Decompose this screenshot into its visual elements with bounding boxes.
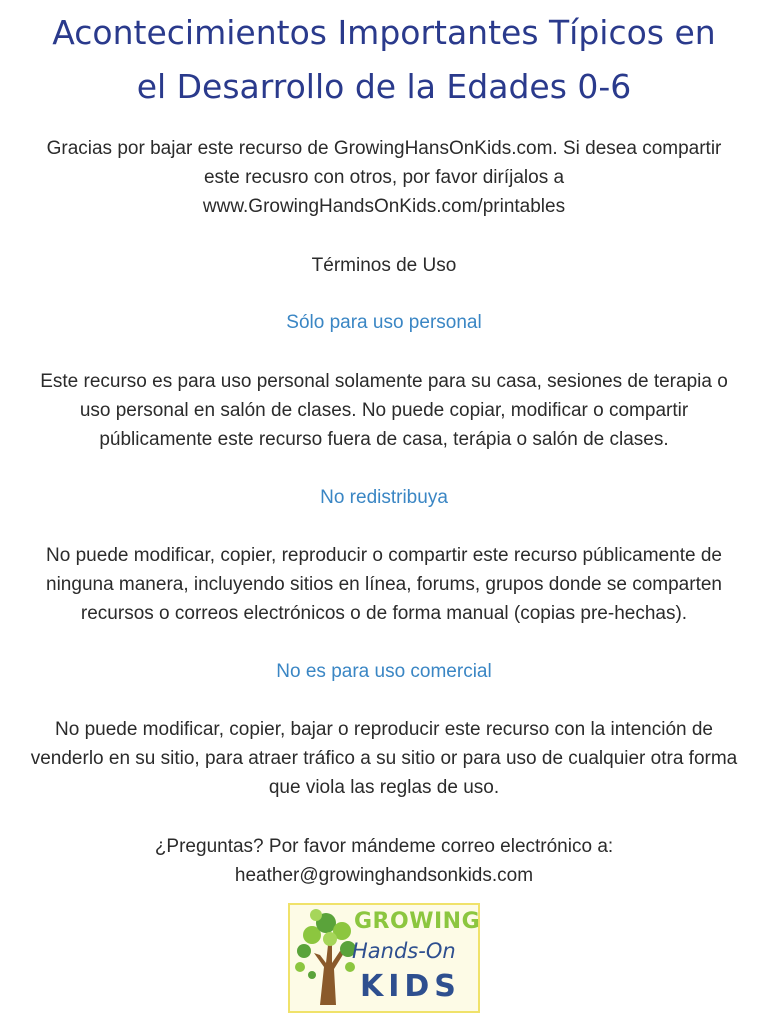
no-commercial-heading: No es para uso comercial xyxy=(276,661,492,682)
intro-line-3: www.GrowingHandsOnKids.com/printables xyxy=(202,196,566,217)
no-redistribute-paragraph xyxy=(0,541,768,628)
intro-line-2: este recusro con otros, por favor diríjalos a xyxy=(203,167,565,188)
redistribute-line-3: recursos o correos electrónicos o de forma manual (copias pre-hechas). xyxy=(80,603,688,624)
logo-word-kids: KIDS xyxy=(360,969,461,1004)
redistribute-line-1: No puede modificar, copier, reproducir o compartir este recurso públicamente de xyxy=(46,545,722,566)
contact-email[interactable]: heather@growinghandsonkids.com xyxy=(234,865,534,886)
personal-line-3: públicamente este recurso fuera de casa, terápia o salón de clases. xyxy=(99,429,669,450)
contact-paragraph xyxy=(0,832,768,890)
terms-heading: Términos de Uso xyxy=(311,255,457,276)
no-redistribute-heading: No redistribuya xyxy=(320,487,448,508)
redistribute-line-2: ninguna manera, incluyendo sitios en línea, forums, grupos donde se comparten xyxy=(46,574,722,595)
personal-line-1: Este recurso es para uso personal solamente para su casa, sesiones de terapia o xyxy=(40,371,728,392)
logo-word-hands-on: Hands-On xyxy=(352,939,456,963)
title-line-2: el Desarrollo de la Edades 0-6 xyxy=(136,67,632,106)
personal-use-heading: Sólo para uso personal xyxy=(286,312,482,333)
no-commercial-paragraph xyxy=(0,715,768,802)
personal-line-2: uso personal en salón de clases. No puede copiar, modificar o compartir xyxy=(79,400,689,421)
commercial-line-2: venderlo en su sitio, para atraer tráfico a su sitio or para uso de cualquier otra forma xyxy=(30,748,738,769)
page-title xyxy=(0,6,768,114)
intro-line-1: Gracias por bajar este recurso de GrowingHansOnKids.com. Si desea compartir xyxy=(46,138,722,159)
commercial-line-3: que viola las reglas de uso. xyxy=(268,777,500,798)
contact-line-1: ¿Preguntas? Por favor mándeme correo electrónico a: xyxy=(154,836,614,857)
intro-paragraph xyxy=(0,134,768,221)
logo-word-growing: GROWING xyxy=(354,909,481,934)
commercial-line-1: No puede modificar, copier, bajar o reproducir este recurso con la intención de xyxy=(55,719,713,740)
title-line-1: Acontecimientos Importantes Típicos en xyxy=(52,13,716,52)
personal-use-paragraph xyxy=(0,367,768,454)
growing-hands-on-kids-logo xyxy=(288,903,480,1013)
